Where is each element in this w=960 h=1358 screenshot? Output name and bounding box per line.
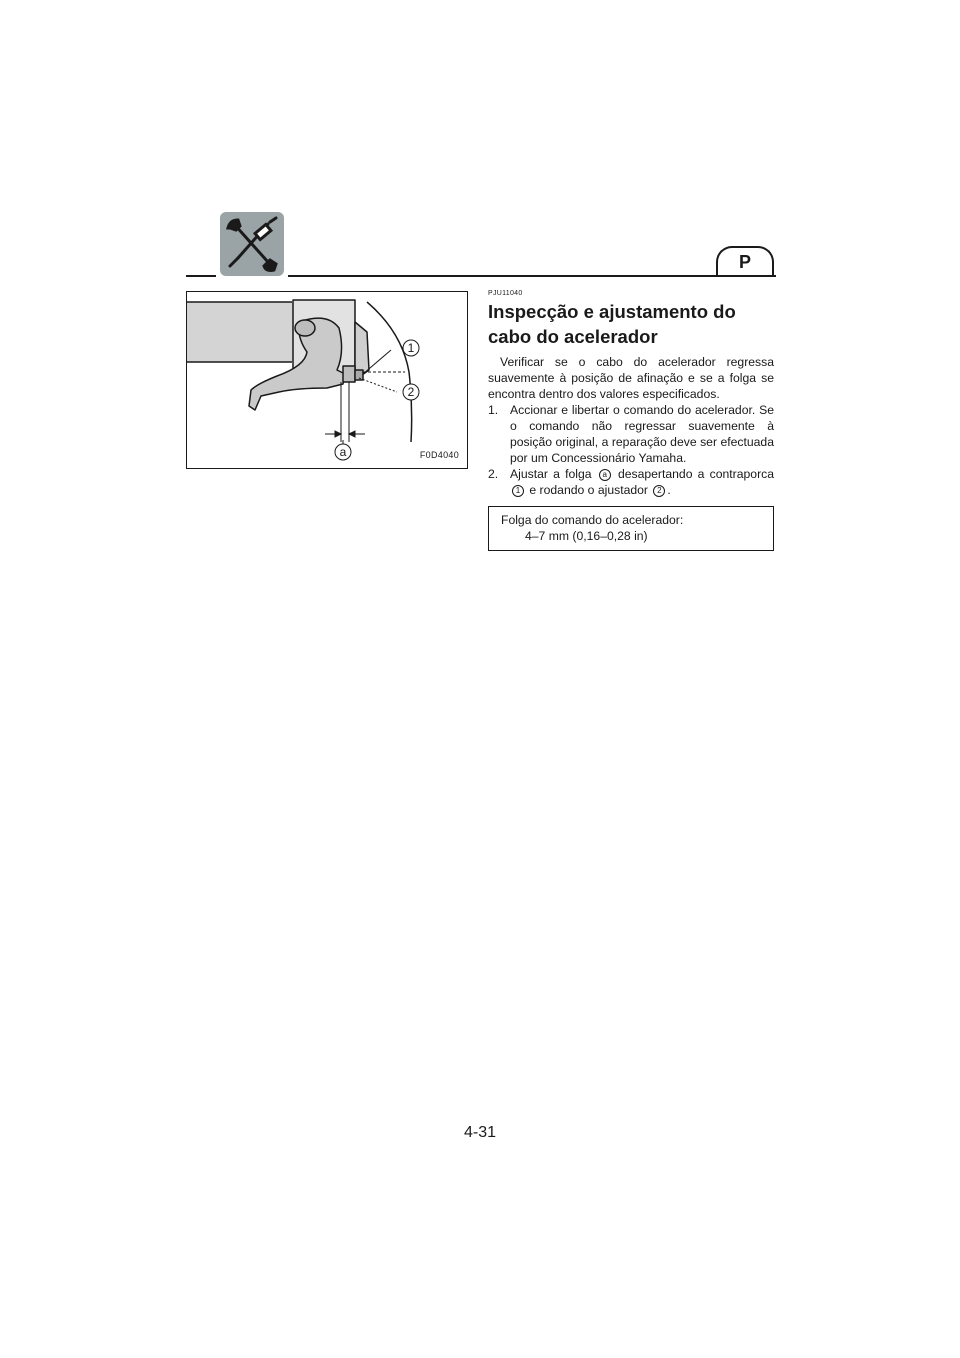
step-number: 2. [488, 467, 499, 481]
header-rule-right [288, 275, 776, 277]
language-badge: P [716, 246, 774, 275]
throttle-lever-figure [186, 291, 468, 469]
marker-2: 2 [653, 485, 665, 497]
callout-2: 2 [407, 385, 415, 399]
step-text-part: desapertando a contraporca [617, 467, 775, 481]
tools-icon [220, 212, 284, 276]
spec-box [488, 506, 774, 551]
marker-1: 1 [512, 485, 524, 497]
spec-label: Folga do comando do acelerador: [501, 513, 684, 527]
steps-list [488, 402, 774, 498]
step-text-part: . [667, 483, 671, 497]
figure-code: F0D4040 [419, 450, 459, 460]
marker-a: a [599, 469, 611, 481]
section-content [488, 290, 774, 498]
page-number: 4-31 [463, 1124, 497, 1141]
header-rule-left [186, 275, 216, 277]
intro-paragraph: Verificar se o cabo do acelerador regressa suavemente à posição de afinação e se a folga se encontra dentro dos valores especificados. [488, 355, 774, 401]
step-text-part: e rodando o ajustador [529, 483, 648, 497]
step-item [488, 466, 774, 498]
callout-1: 1 [407, 341, 415, 355]
section-code: PJU11040 [488, 290, 523, 297]
step-item [488, 402, 774, 466]
step-text: Accionar e libertar o comando do acelerador. Se o comando não regressar suavemente à posição original, a reparação deve ser efectuada por um Concessionário Yamaha. [510, 403, 774, 465]
callout-a: a [339, 445, 347, 459]
step-text-part: Ajustar a folga [510, 467, 592, 481]
step-number: 1. [488, 403, 499, 417]
section-title: Inspecção e ajustamento do cabo do acelerador [488, 301, 736, 347]
spec-value: 4–7 mm (0,16–0,28 in) [525, 529, 648, 543]
